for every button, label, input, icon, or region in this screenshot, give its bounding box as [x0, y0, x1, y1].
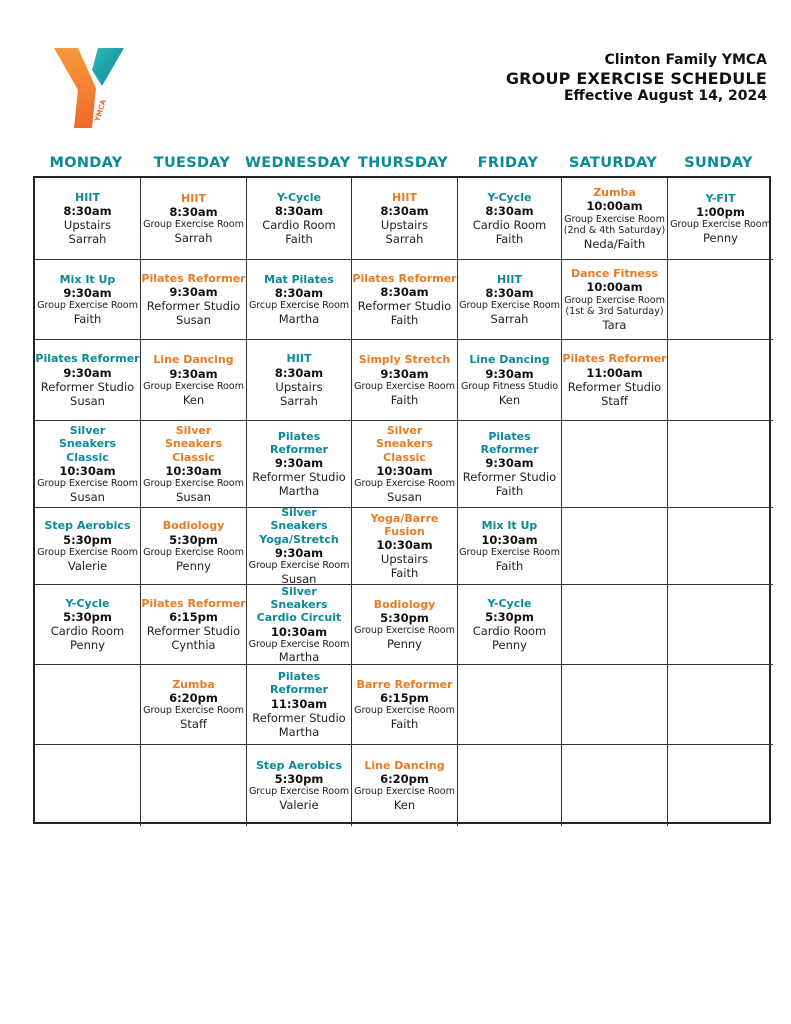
class-instructor: Tara [602, 317, 627, 332]
class-time: 10:30am [270, 624, 328, 639]
class-note: (1st & 3rd Saturday) [565, 306, 664, 318]
class-time: 8:30am [274, 286, 324, 301]
class-time: 6:20pm [380, 772, 429, 787]
empty-cell [562, 508, 668, 585]
class-time: 6:20pm [169, 691, 218, 706]
class-instructor: Susan [281, 571, 317, 585]
class-instructor: Penny [703, 231, 738, 246]
class-time: 9:30am [63, 286, 112, 301]
class-location: Upstairs [63, 218, 112, 233]
class-cell [35, 260, 141, 340]
class-location: Upstairs [275, 379, 323, 394]
empty-cell [562, 745, 668, 826]
class-name: Silver Sneakers Classic [164, 424, 223, 464]
class-name: Pilates Reformer [269, 429, 329, 456]
effective-date: Effective August 14, 2024 [563, 87, 767, 104]
class-cell [352, 508, 458, 585]
class-name: Dance Fitness [570, 267, 659, 281]
class-location: Group Exercise Room [37, 478, 138, 490]
class-time: 10:30am [165, 464, 222, 479]
class-location: Group Exercise Room [248, 560, 350, 572]
class-cell [35, 585, 141, 665]
class-name: Silver Sneakers Yoga/Stretch [259, 508, 339, 546]
class-name: Pilates Reformer [141, 271, 246, 285]
class-time: 5:30pm [169, 532, 218, 547]
class-instructor: Staff [601, 393, 628, 408]
class-instructor: Faith [390, 392, 419, 407]
class-time: 10:00am [586, 199, 643, 214]
empty-cell [562, 421, 668, 508]
empty-cell [668, 260, 773, 340]
class-instructor: Martha [278, 312, 320, 327]
class-time: 11:30am [270, 696, 328, 711]
class-cell [562, 340, 668, 421]
class-instructor: Penny [387, 637, 422, 652]
empty-cell [668, 745, 773, 826]
class-name: Zumba [593, 186, 636, 200]
class-instructor: Sarrah [280, 393, 318, 408]
class-instructor: Faith [73, 312, 102, 327]
class-location: Group Exercise Room [670, 219, 771, 231]
class-time: 8:30am [380, 204, 429, 219]
class-instructor: Faith [495, 232, 524, 247]
class-location: Group Exercise Room [564, 213, 665, 225]
empty-cell [35, 665, 141, 745]
class-instructor: Ken [393, 798, 416, 813]
empty-cell [668, 585, 773, 665]
class-instructor: Faith [495, 558, 524, 573]
class-cell [458, 508, 562, 585]
class-name: Bodiology [162, 519, 225, 533]
class-cell [141, 665, 247, 745]
class-instructor: Penny [176, 558, 211, 573]
class-instructor: Penny [70, 638, 105, 653]
class-time: 10:00am [586, 280, 643, 295]
class-name: HIIT [286, 352, 312, 366]
class-location: Group Exercise Room [37, 546, 138, 558]
class-name: Step Aerobics [44, 519, 131, 533]
class-location: Reformer Studio [252, 710, 346, 725]
class-time: 9:30am [274, 456, 324, 471]
page-title: GROUP EXERCISE SCHEDULE [505, 68, 767, 88]
class-cell [141, 421, 247, 508]
ymca-logo [52, 44, 134, 130]
class-cell [141, 508, 247, 585]
class-cell [141, 340, 247, 421]
class-name: HIIT [392, 190, 417, 204]
class-time: 5:30pm [63, 532, 112, 547]
class-location: Group Exercise Room [248, 638, 350, 650]
class-time: 9:30am [169, 366, 218, 381]
class-time: 5:30pm [485, 610, 534, 625]
class-time: 9:30am [169, 285, 218, 300]
empty-cell [562, 665, 668, 745]
class-time: 11:00am [586, 365, 643, 380]
class-instructor: Sarrah [68, 232, 107, 247]
class-cell [668, 178, 773, 260]
class-location: Reformer Studio [252, 470, 346, 485]
class-cell [352, 745, 458, 826]
class-cell [35, 508, 141, 585]
class-cell [35, 178, 141, 260]
class-cell [458, 178, 562, 260]
class-time: 10:30am [376, 538, 433, 553]
class-name: Silver Sneakers Cardio Circuit [256, 585, 342, 625]
class-location: Group Exercise Room [143, 219, 244, 231]
class-instructor: Cynthia [171, 638, 216, 653]
class-name: Step Aerobics [255, 758, 342, 772]
class-cell [352, 340, 458, 421]
class-time: 8:30am [485, 286, 534, 301]
class-cell [35, 340, 141, 421]
class-time: 9:30am [485, 366, 534, 381]
class-time: 5:30pm [63, 610, 112, 625]
class-name: Line Dancing [469, 353, 550, 367]
class-name: Y-Cycle [487, 596, 532, 610]
class-location: Group Exercise Room [354, 625, 455, 637]
class-cell [247, 340, 352, 421]
class-cell [352, 421, 458, 508]
class-location: Group Exercise Room [564, 294, 665, 306]
class-name: Pilates Reformer [562, 352, 667, 366]
class-time: 8:30am [274, 204, 324, 219]
day-header-friday: FRIDAY [477, 155, 539, 171]
class-instructor: Martha [278, 724, 320, 739]
class-name: Silver Sneakers Classic [58, 424, 117, 464]
class-time: 5:30pm [274, 772, 324, 787]
empty-cell [668, 340, 773, 421]
class-location: Reformer Studio [462, 470, 557, 485]
class-cell [562, 178, 668, 260]
class-instructor: Ken [498, 392, 521, 407]
class-cell [352, 260, 458, 340]
class-location: Group Exercise Room [354, 705, 455, 717]
class-time: 6:15pm [380, 691, 429, 706]
day-header-sunday: SUNDAY [684, 155, 753, 171]
class-name: HIIT [497, 272, 522, 286]
class-time: 8:30am [380, 285, 429, 300]
empty-cell [668, 421, 773, 508]
class-name: Line Dancing [153, 353, 234, 367]
class-location: Upstairs [380, 552, 429, 567]
class-cell [247, 585, 352, 665]
class-instructor: Staff [180, 717, 207, 732]
class-instructor: Sarrah [490, 312, 529, 327]
class-cell [247, 508, 352, 585]
class-name: Simply Stretch [358, 353, 451, 367]
day-header-wednesday: WEDNESDAY [245, 155, 351, 171]
class-location: Cardio Room [262, 218, 336, 233]
class-location: Group Exercise Room [354, 786, 455, 798]
class-instructor: Neda/Faith [583, 236, 646, 251]
class-name: Silver Sneakers Classic [375, 424, 434, 464]
class-cell [141, 585, 247, 665]
schedule-header [506, 52, 767, 105]
class-location: Group Exercise Room [143, 380, 244, 392]
class-cell [247, 665, 352, 745]
class-name: Pilates Reformer [352, 271, 457, 285]
class-name: Mat Pilates [264, 272, 334, 286]
class-instructor: Susan [176, 489, 211, 504]
class-location: Group Exercise Room [143, 546, 244, 558]
class-instructor: Penny [492, 638, 527, 653]
class-cell [458, 585, 562, 665]
class-instructor: Faith [390, 717, 419, 732]
class-location: Group Exercise Room [354, 380, 455, 392]
class-cell [141, 178, 247, 260]
class-cell [247, 260, 352, 340]
class-cell [352, 178, 458, 260]
class-time: 8:30am [169, 205, 218, 220]
class-name: Y-Cycle [65, 596, 110, 610]
class-time: 10:30am [481, 532, 538, 547]
class-cell [352, 665, 458, 745]
class-location: Cardio Room [472, 624, 547, 639]
class-cell [562, 260, 668, 340]
class-time: 9:30am [274, 546, 324, 561]
class-location: Upstairs [380, 218, 429, 233]
day-header-row [33, 155, 771, 171]
class-instructor: Valerie [67, 558, 108, 573]
class-location: Group Exercise Room [143, 705, 244, 717]
class-time: 8:30am [274, 365, 324, 380]
class-location: Group Exercise Room [459, 546, 560, 558]
class-instructor: Faith [285, 232, 313, 247]
class-location: Group Exercise Room [143, 478, 244, 490]
org-name: Clinton Family YMCA [604, 52, 767, 68]
class-name: Mix It Up [59, 272, 116, 286]
class-cell [247, 421, 352, 508]
class-location: Reformer Studio [357, 299, 452, 314]
class-location: Grcup Exercise Room [248, 300, 350, 312]
class-location: Reformer Studio [146, 299, 241, 314]
class-instructor: Sarrah [385, 232, 424, 247]
class-time: 1:00pm [696, 205, 745, 220]
class-name: Y-Cycle [487, 190, 532, 204]
class-location: Reformer Studio [146, 624, 241, 639]
logo-text: YMCA [93, 98, 108, 123]
class-instructor: Martha [278, 650, 320, 665]
class-name: Mix It Up [481, 519, 538, 533]
class-time: 5:30pm [380, 611, 429, 626]
class-instructor: Susan [70, 393, 105, 408]
class-cell [458, 421, 562, 508]
class-name: Pilates Reformer [480, 429, 539, 456]
class-name: Zumba [172, 677, 215, 691]
class-cell [352, 585, 458, 665]
class-time: 6:15pm [169, 610, 218, 625]
class-name: Pilates Reformer [35, 352, 140, 366]
class-name: HIIT [181, 191, 206, 205]
empty-cell [458, 665, 562, 745]
class-location: Reformer Studio [567, 379, 662, 394]
class-location: Group Fitness Studio [460, 380, 559, 392]
empty-cell [35, 745, 141, 826]
class-time: 8:30am [485, 204, 534, 219]
class-instructor: Sarrah [174, 231, 213, 246]
class-location: Reformer Studio [40, 379, 135, 394]
schedule-grid [33, 176, 771, 824]
class-instructor: Susan [176, 313, 211, 328]
class-time: 8:30am [63, 204, 112, 219]
class-time: 9:30am [380, 366, 429, 381]
class-cell [247, 745, 352, 826]
class-instructor: Ken [182, 392, 205, 407]
class-location: Group Exercise Room [459, 300, 560, 312]
class-cell [247, 178, 352, 260]
class-instructor: Faith [390, 313, 419, 328]
empty-cell [141, 745, 247, 826]
class-instructor: Susan [387, 489, 422, 504]
class-location: Group Exercise Room [354, 478, 455, 490]
class-cell [458, 260, 562, 340]
class-name: Yoga/Barre Fusion [370, 511, 439, 538]
class-note: (2nd & 4th Saturday) [563, 225, 666, 237]
day-header-thursday: THURSDAY [357, 155, 449, 171]
class-location: Cardio Room [472, 218, 547, 233]
class-name: Pilates Reformer [269, 670, 329, 697]
class-name: HIIT [75, 190, 100, 204]
class-instructor: Susan [70, 489, 105, 504]
class-instructor: Valerie [279, 798, 319, 813]
class-time: 9:30am [485, 456, 534, 471]
empty-cell [458, 745, 562, 826]
class-location: Grcup Exercise Room [248, 786, 350, 798]
class-name: Y-FIT [705, 191, 736, 205]
day-header-monday: MONDAY [49, 155, 123, 171]
class-location: Group Exercise Room [37, 300, 138, 312]
class-name: Line Dancing [364, 758, 445, 772]
class-cell [458, 340, 562, 421]
class-time: 10:30am [59, 464, 116, 479]
class-instructor: Faith [495, 484, 524, 499]
class-time: 9:30am [63, 365, 112, 380]
class-name: Pilates Reformer [141, 596, 246, 610]
class-cell [35, 421, 141, 508]
day-header-saturday: SATURDAY [568, 155, 658, 171]
class-name: Y-Cycle [277, 190, 321, 204]
day-header-tuesday: TUESDAY [153, 155, 231, 171]
class-cell [141, 260, 247, 340]
class-instructor: Martha [278, 484, 320, 499]
class-location: Cardio Room [50, 624, 125, 639]
class-instructor: Faith [390, 566, 419, 581]
empty-cell [562, 585, 668, 665]
empty-cell [668, 508, 773, 585]
class-name: Barre Reformer [356, 677, 453, 691]
class-name: Bodiology [373, 597, 436, 611]
empty-cell [668, 665, 773, 745]
class-time: 10:30am [376, 464, 433, 479]
